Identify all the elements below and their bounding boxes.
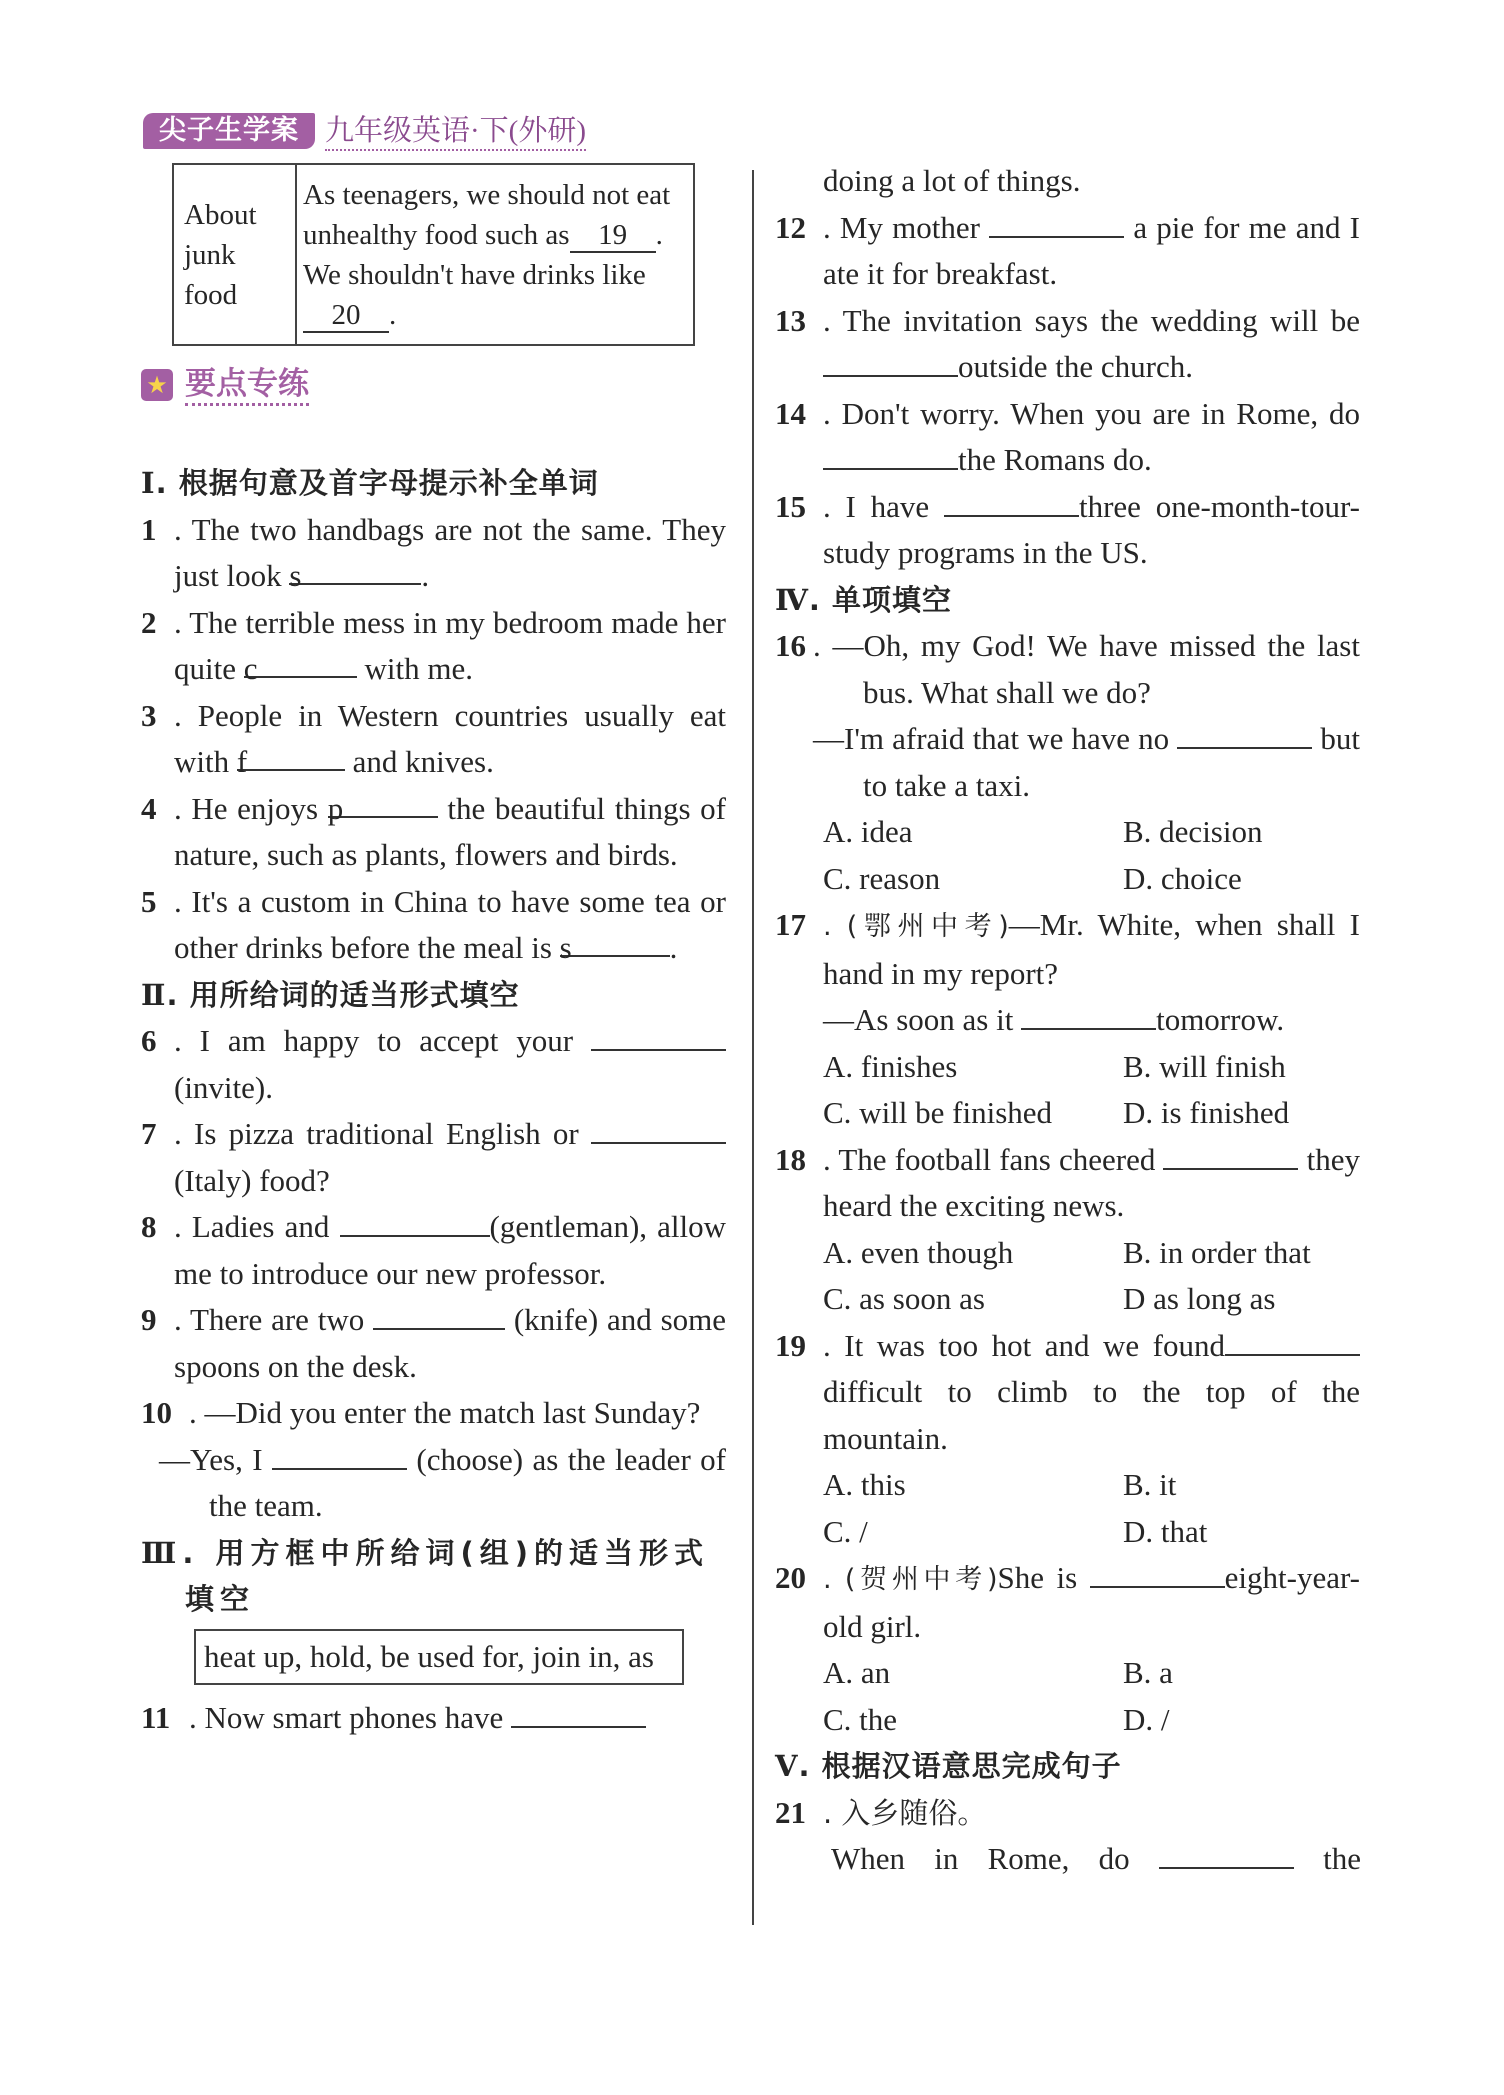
option-b[interactable]: B. it: [1123, 1467, 1177, 1502]
option-a[interactable]: A. finishes: [823, 1048, 958, 1084]
answer-blank[interactable]: [823, 438, 958, 470]
option-c[interactable]: C. will be finished: [823, 1095, 1053, 1130]
section-4-title: Ⅳ. 单项填空: [775, 582, 953, 617]
question-21: 21 . 入乡随俗。: [775, 1794, 987, 1830]
star-icon: ★: [141, 369, 173, 401]
question-8: 8 . Ladies and (gentleman), allow me to introduce our new professor.: [141, 1204, 726, 1297]
option-c[interactable]: C. reason: [823, 860, 941, 896]
option-a[interactable]: A. this: [823, 1467, 906, 1502]
options-16: [775, 809, 1360, 902]
answer-blank[interactable]: s: [289, 553, 421, 585]
options-17: [775, 1044, 1360, 1137]
table-label-cell: [173, 164, 296, 345]
answer-blank[interactable]: [1163, 1138, 1298, 1170]
label-line: food: [184, 278, 238, 311]
brand-logo: 尖子生学案: [143, 113, 315, 149]
junk-food-table: [172, 163, 695, 346]
answer-blank[interactable]: f: [237, 739, 345, 771]
word-box: heat up, hold, be used for, join in, as: [194, 1629, 684, 1685]
label-line: About: [184, 198, 257, 231]
question-11: 11 . Now smart phones have: [141, 1695, 726, 1742]
question-21-line: When in Rome, do the: [775, 1836, 1361, 1883]
question-13: 13 . The invitation says the wedding will be outside the church.: [775, 302, 1360, 384]
label-line: junk: [184, 238, 236, 271]
question-19: 19 . It was too hot and we found difficult to climb to the top of the mountain.: [775, 1323, 1360, 1463]
options-18: [775, 1230, 1360, 1323]
section-3-title: Ⅲ. 用方框中所给词(组)的适当形式填空: [141, 1535, 709, 1616]
answer-blank[interactable]: [591, 1019, 726, 1051]
answer-blank[interactable]: [1225, 1324, 1360, 1356]
option-c[interactable]: C. /: [823, 1513, 868, 1549]
question-9: 9 . There are two (knife) and some spoons on the desk.: [141, 1297, 726, 1390]
answer-blank[interactable]: [823, 345, 958, 377]
question-7: 7 . Is pizza traditional English or (Italy) food?: [141, 1111, 726, 1204]
answer-blank[interactable]: [1177, 717, 1312, 749]
option-d[interactable]: D. /: [1123, 1701, 1170, 1737]
option-d[interactable]: D. that: [1123, 1513, 1208, 1549]
answer-blank[interactable]: [340, 1205, 490, 1237]
question-12: 12 . My mother a pie for me and I ate it for breakfast.: [775, 205, 1360, 298]
answer-blank[interactable]: s: [560, 925, 670, 957]
question-5: 5 . It's a custom in China to have some tea or other drinks before the meal is s .: [141, 883, 726, 965]
question-6: 6 . I am happy to accept your (invite).: [141, 1018, 726, 1111]
options-19: [775, 1462, 1360, 1555]
section-5-title: Ⅴ. 根据汉语意思完成句子: [775, 1749, 1122, 1783]
option-b[interactable]: B. in order that: [1123, 1234, 1311, 1270]
question-17: 17 . (鄂州中考)—Mr. White, when shall I hand in my report? —As soon as it tomorrow.: [775, 907, 1360, 1037]
option-a[interactable]: A. even though: [823, 1234, 1014, 1270]
options-20: [775, 1650, 1360, 1743]
practice-title: 要点专练: [185, 365, 309, 406]
answer-blank[interactable]: [511, 1696, 646, 1728]
question-16: 16 . —Oh, my God! We have missed the last bus. What shall we do? —I'm afraid that we have no but to take a taxi.: [775, 628, 1360, 803]
option-a[interactable]: A. an: [823, 1655, 891, 1690]
answer-blank[interactable]: [591, 1112, 726, 1144]
option-c[interactable]: C. the: [823, 1701, 898, 1737]
option-d[interactable]: D. choice: [1123, 860, 1242, 896]
page-header: [143, 113, 623, 151]
left-column: [141, 460, 726, 1741]
answer-blank[interactable]: [989, 206, 1124, 238]
column-divider: [752, 170, 754, 1925]
answer-blank[interactable]: [1021, 998, 1156, 1030]
option-a[interactable]: A. idea: [823, 814, 913, 849]
question-3: 3 . People in Western countries usually eat with f and knives.: [141, 697, 726, 779]
question-18: 18 . The football fans cheered they heard the exciting news.: [775, 1137, 1360, 1230]
option-d[interactable]: D as long as: [1123, 1281, 1276, 1316]
practice-heading: [141, 363, 309, 407]
option-b[interactable]: B. a: [1123, 1655, 1173, 1690]
option-b[interactable]: B. will finish: [1123, 1048, 1286, 1084]
table-content-cell: As teenagers, we should not eat unhealthy food such as 19 . We shouldn't have drinks like 20 .: [296, 164, 694, 345]
answer-20: 20: [303, 299, 389, 333]
answer-blank[interactable]: [272, 1438, 407, 1470]
option-d[interactable]: D. is finished: [1123, 1095, 1290, 1130]
answer-blank[interactable]: [1159, 1837, 1294, 1869]
question-2: 2 . The terrible mess in my bedroom made her quite c with me.: [141, 604, 726, 686]
answer-blank[interactable]: [944, 485, 1079, 517]
answer-19: 19: [570, 219, 656, 253]
question-20: 20 . (贺州中考)She is eight-year-old girl.: [775, 1555, 1360, 1650]
option-c[interactable]: C. as soon as: [823, 1281, 985, 1316]
section-2-title: Ⅱ. 用所给词的适当形式填空: [141, 977, 520, 1012]
book-subtitle: 九年级英语·下(外研): [325, 113, 586, 151]
question-1: 1 . The two handbags are not the same. They just look s .: [141, 511, 726, 593]
question-14: 14 . Don't worry. When you are in Rome, do the Romans do.: [775, 395, 1360, 477]
answer-blank[interactable]: c: [244, 646, 357, 678]
answer-blank[interactable]: [1090, 1556, 1225, 1588]
section-1-title: Ⅰ. 根据句意及首字母提示补全单词: [141, 466, 599, 500]
answer-blank[interactable]: [373, 1298, 505, 1330]
question-11-continued: doing a lot of things.: [823, 163, 1081, 198]
right-column: [775, 158, 1360, 1883]
question-4: 4 . He enjoys p the beautiful things of nature, such as plants, flowers and birds.: [141, 786, 726, 879]
question-10: 10 . —Did you enter the match last Sunday? —Yes, I (choose) as the leader of the team.: [141, 1395, 726, 1523]
question-15: 15 . I have three one-month-tour-study programs in the US.: [775, 484, 1360, 577]
option-b[interactable]: B. decision: [1123, 814, 1263, 849]
answer-blank[interactable]: p: [328, 786, 438, 818]
